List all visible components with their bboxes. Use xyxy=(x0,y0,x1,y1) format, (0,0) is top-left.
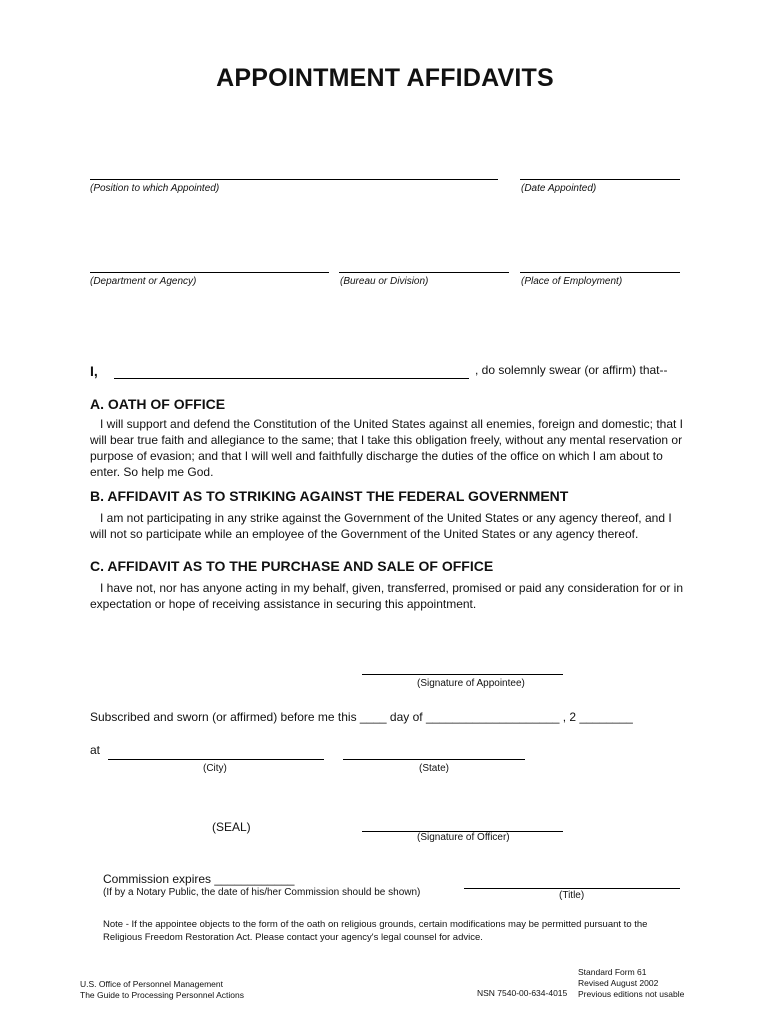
position-caption: (Position to which Appointed) xyxy=(90,183,220,194)
department-line[interactable] xyxy=(90,272,329,273)
section-c-text: I have not, nor has anyone acting in my behalf, given, transferred, promised or paid any consideration for or in expectation or hope of receiving assistance in securing this appointment. xyxy=(90,581,683,611)
department-caption: (Department or Agency) xyxy=(90,276,197,287)
city-line[interactable] xyxy=(108,759,324,760)
footer-revised: Revised August 2002 xyxy=(578,978,659,988)
section-a-heading: A. OATH OF OFFICE xyxy=(90,396,226,412)
section-c-heading: C. AFFIDAVIT AS TO THE PURCHASE AND SALE OF OFFICE xyxy=(90,558,494,574)
footer-previous-editions: Previous editions not usable xyxy=(578,989,685,999)
city-caption: (City) xyxy=(203,763,227,774)
appointee-signature-caption: (Signature of Appointee) xyxy=(417,678,525,689)
state-line[interactable] xyxy=(343,759,525,760)
section-a-text: I will support and defend the Constitution of the United States against all enemies, foreign and domestic; that I will bear true faith and allegiance to the same; that I take this obligation freely, without any mental reservation or purpose of evasion; and that I will well and faithfully discharge the duties of the office on which I am about to enter. So help me God. xyxy=(90,417,684,479)
footer-form-number: Standard Form 61 xyxy=(578,967,647,977)
oath-pronoun: I, xyxy=(90,363,98,379)
commission-expires: Commission expires ____________ xyxy=(103,872,295,886)
title-line[interactable] xyxy=(464,888,680,889)
date-appointed-line[interactable] xyxy=(520,179,680,180)
position-line[interactable] xyxy=(90,179,498,180)
place-line[interactable] xyxy=(520,272,680,273)
state-caption: (State) xyxy=(419,763,450,774)
subscribed-text: Subscribed and sworn (or affirmed) before me this ____ day of ____________________ , 2 ________ xyxy=(90,710,633,724)
place-caption: (Place of Employment) xyxy=(521,276,623,287)
bureau-caption: (Bureau or Division) xyxy=(340,276,429,287)
date-appointed-caption: (Date Appointed) xyxy=(521,183,597,194)
commission-note: (If by a Notary Public, the date of his/her Commission should be shown) xyxy=(103,887,421,898)
appointee-signature-line[interactable] xyxy=(362,674,563,675)
seal-label: (SEAL) xyxy=(212,820,251,834)
officer-signature-caption: (Signature of Officer) xyxy=(417,832,510,843)
name-line[interactable] xyxy=(114,378,469,379)
page-title: APPOINTMENT AFFIDAVITS xyxy=(216,64,554,92)
footer-nsn: NSN 7540-00-634-4015 xyxy=(477,988,568,998)
religious-note: Note - If the appointee objects to the form of the oath on religious grounds, certain modifications may be permitted pursuant to the Religious Freedom Restoration Act. Please contact your agency's legal counsel for advice. xyxy=(103,919,648,943)
title-caption: (Title) xyxy=(559,890,585,901)
bureau-line[interactable] xyxy=(339,272,509,273)
at-label: at xyxy=(90,743,101,757)
footer-guide: The Guide to Processing Personnel Actions xyxy=(80,990,244,1000)
section-b-heading: B. AFFIDAVIT AS TO STRIKING AGAINST THE FEDERAL GOVERNMENT xyxy=(90,488,569,504)
oath-swear-text: , do solemnly swear (or affirm) that-- xyxy=(475,363,668,377)
footer-agency: U.S. Office of Personnel Management xyxy=(80,979,224,989)
section-b-text: I am not participating in any strike against the Government of the United States or any agency thereof, and I will not so participate while an employee of the Government of the United States or any agency thereof. xyxy=(90,511,672,541)
